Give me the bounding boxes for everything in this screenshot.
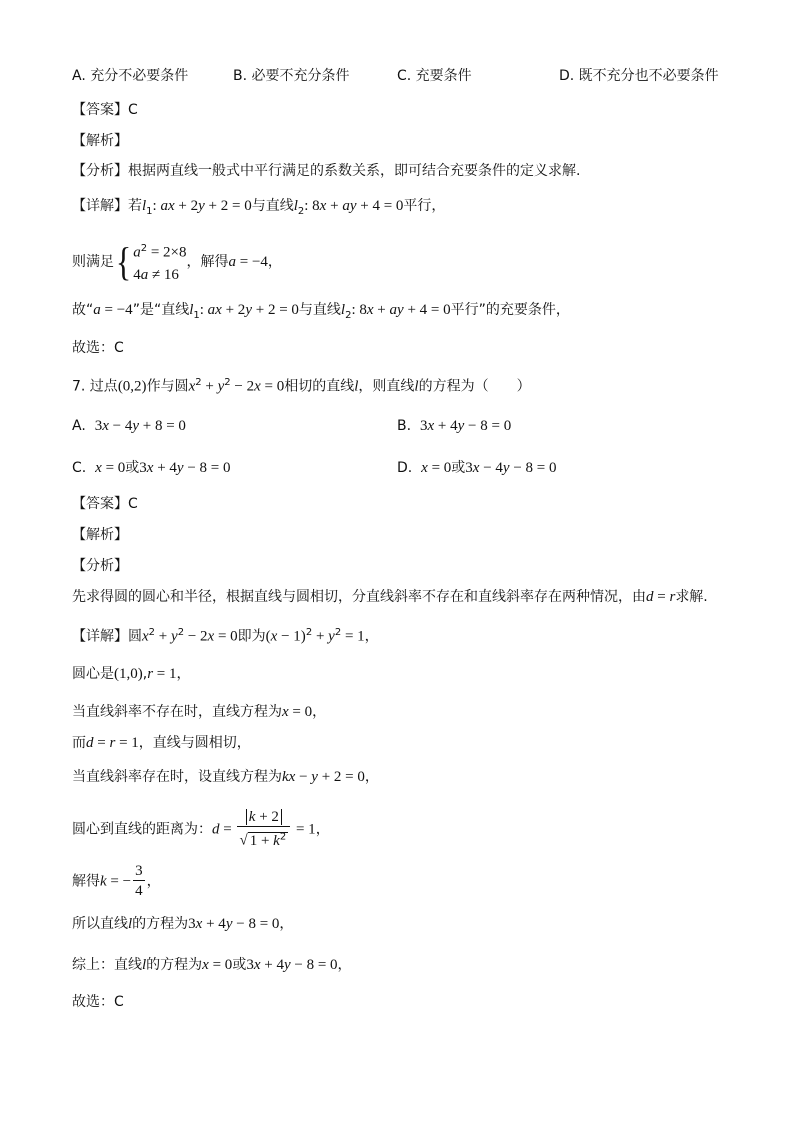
q7-detail-line: 【详解】圆$x^2 + y^2 - 2x = 0$即为$(x - 1)^2 + y^2 = 1$， [72, 627, 379, 645]
summary-line: 综上：直线l的方程为x = 0或3x + 4y − 8 = 0， [72, 957, 352, 973]
q7-option-c: C. x = 0或3x + 4y − 8 = 0 [72, 460, 231, 476]
q7-option-d: D. x = 0或3x − 4y − 8 = 0 [397, 460, 557, 476]
q7-option-a: A. 3x − 4y + 8 = 0 [72, 418, 186, 434]
q7-prefix: 7. 过点 [72, 378, 118, 395]
fenxi-line [72, 161, 580, 181]
case1-tangent-line: 而d = r = 1，直线与圆相切， [72, 735, 251, 751]
detail-line: 【详解】若$l_1$: ax + 2y + 2 = 0与直线$l_2$: 8x + ay + 4 = 0平行， [72, 198, 446, 217]
q7-fenxi-text: 先求得圆的圆心和半径，根据直线与圆相切，分直线斜率不存在和直线斜率存在两种情况，由 [72, 589, 646, 605]
fenxi-tag: 【分析】 [72, 163, 128, 179]
answer-line [72, 100, 138, 120]
q7-answer-value: C [128, 496, 138, 512]
conclusion-7: 故选：C [72, 994, 124, 1010]
q7-answer-line [72, 494, 138, 514]
q7-fenxi-tag: 【分析】 [72, 558, 128, 574]
question-7-stem: 7. 过点(0,2)作与圆$x^2 + y^2 - 2x = 0$相切的直线l，则直线l的方程为（ ） [72, 377, 531, 395]
system-line: 则满足{ $a^2 = 2\times 8$ 4a ≠ 16 ，解得a = −4， [72, 238, 282, 284]
case1-line: 当直线斜率不存在时，直线方程为x = 0， [72, 704, 327, 720]
fenxi-text: 根据两直线一般式中平行满足的系数关系，即可结合充要条件的定义求解. [128, 163, 581, 179]
detail-tag: 【详解】 [72, 198, 128, 214]
distance-line: 圆心到直线的距离为：d = $\frac{k + 2}{√ 1 + k^2}$ = 1， [72, 809, 330, 849]
option-b: B. 必要不充分条件 [233, 68, 350, 84]
option-d: D. 既不充分也不必要条件 [559, 68, 719, 84]
q7-option-b: B. 3x + 4y − 8 = 0 [397, 418, 512, 434]
conclusion-6: 故选：C [72, 340, 124, 356]
q7-detail-tag: 【详解】 [72, 628, 128, 645]
q7-fenxi-line: 先求得圆的圆心和半径，根据直线与圆相切，分直线斜率不存在和直线斜率存在两种情况，由d = r求解. [72, 589, 708, 605]
therefore-line: 故“a = −4”是“直线$l_1$: ax + 2y + 2 = 0与直线$l_2$: 8x + ay + 4 = 0平行”的充要条件， [72, 302, 570, 321]
q7-analysis-tag: 【解析】 [72, 527, 128, 543]
option-a: A. 充分不必要条件 [72, 68, 189, 84]
center-line: 圆心是(1,0),r = 1， [72, 666, 191, 682]
case2-line: 当直线斜率存在时，设直线方程为kx − y + 2 = 0， [72, 769, 379, 785]
analysis-tag: 【解析】 [72, 133, 128, 149]
answer-value: C [128, 102, 138, 118]
line-eq-line: 所以直线l的方程为3x + 4y − 8 = 0， [72, 916, 294, 932]
answer-tag: 【答案】 [72, 102, 128, 118]
solve-k-line: 解得k = − $\frac{3}{4}$ ， [72, 863, 161, 899]
option-c: C. 充要条件 [397, 68, 472, 84]
q7-answer-tag: 【答案】 [72, 496, 128, 512]
